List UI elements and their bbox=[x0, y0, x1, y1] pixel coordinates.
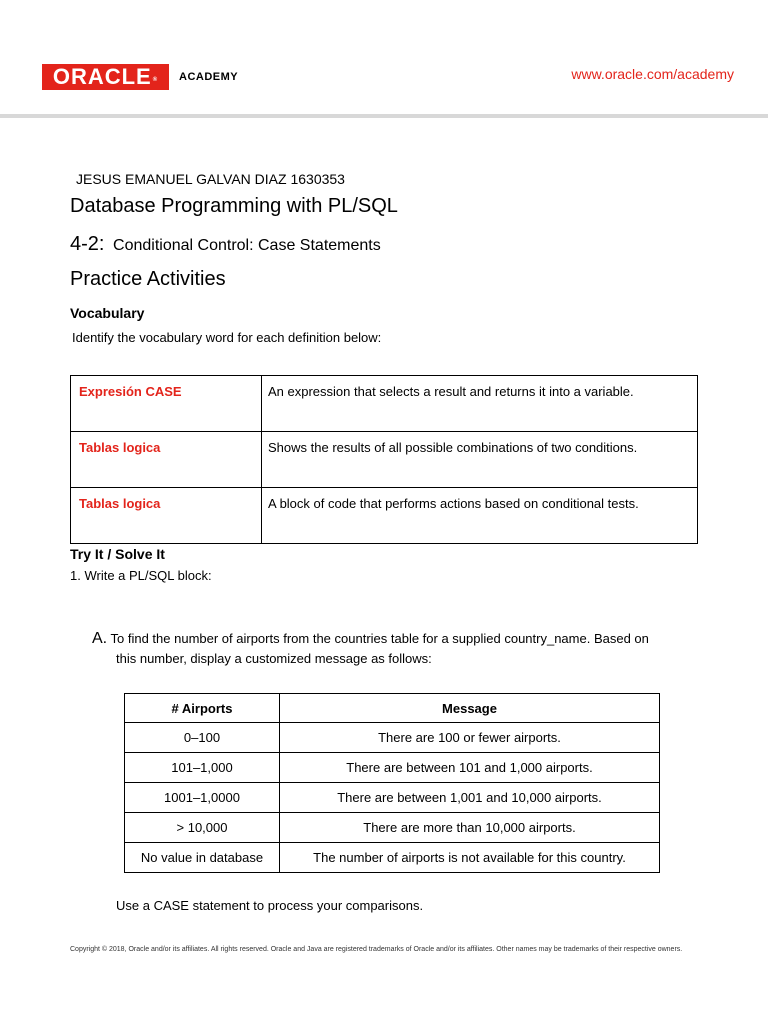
academy-url-link[interactable]: www.oracle.com/academy bbox=[571, 66, 734, 82]
airports-range-cell: 0–100 bbox=[125, 723, 280, 753]
try-it-step: 1. Write a PL/SQL block: bbox=[70, 568, 212, 583]
table-row bbox=[125, 753, 660, 783]
vocab-term: Expresión CASE bbox=[71, 376, 262, 432]
course-title: Database Programming with PL/SQL bbox=[70, 195, 398, 217]
table-header-row bbox=[125, 694, 660, 723]
column-header: # Airports bbox=[125, 694, 280, 723]
author-line: JESUS EMANUEL GALVAN DIAZ 1630353 bbox=[76, 171, 345, 187]
registered-mark: ® bbox=[152, 77, 159, 83]
oracle-logo bbox=[42, 64, 169, 90]
vocabulary-instruction: Identify the vocabulary word for each definition below: bbox=[72, 330, 382, 345]
airports-range-cell: 1001–1,0000 bbox=[125, 783, 280, 813]
task-marker: A. bbox=[92, 630, 108, 647]
message-cell: There are between 101 and 1,000 airports. bbox=[280, 753, 660, 783]
message-cell: There are between 1,001 and 10,000 airports. bbox=[280, 783, 660, 813]
table-row bbox=[125, 813, 660, 843]
vocab-definition: Shows the results of all possible combinations of two conditions. bbox=[262, 432, 698, 488]
page-header bbox=[0, 0, 768, 118]
table-row bbox=[125, 843, 660, 873]
message-cell: The number of airports is not available for this country. bbox=[280, 843, 660, 873]
column-header: Message bbox=[280, 694, 660, 723]
message-cell: There are 100 or fewer airports. bbox=[280, 723, 660, 753]
airports-range-cell: > 10,000 bbox=[125, 813, 280, 843]
lesson-title bbox=[70, 233, 381, 256]
lesson-name: Conditional Control: Case Statements bbox=[113, 237, 381, 254]
vocabulary-heading: Vocabulary bbox=[70, 305, 145, 321]
vocab-definition: A block of code that performs actions based on conditional tests. bbox=[262, 488, 698, 544]
case-statement-note: Use a CASE statement to process your comparisons. bbox=[116, 898, 424, 913]
message-cell: There are more than 10,000 airports. bbox=[280, 813, 660, 843]
airports-table bbox=[124, 693, 660, 873]
airports-range-cell: 101–1,000 bbox=[125, 753, 280, 783]
try-it-heading: Try It / Solve It bbox=[70, 546, 165, 562]
task-line-2: this number, display a customized message as follows: bbox=[116, 651, 432, 666]
vocab-term: Tablas logica bbox=[71, 432, 262, 488]
lesson-number: 4-2: bbox=[70, 233, 105, 255]
table-row bbox=[71, 376, 698, 432]
vocab-term: Tablas logica bbox=[71, 488, 262, 544]
oracle-logo-text: ORACLE bbox=[52, 64, 152, 89]
table-row bbox=[71, 432, 698, 488]
task-line-1: To find the number of airports from the countries table for a supplied country_name. Based on bbox=[110, 631, 649, 646]
vocabulary-table bbox=[70, 375, 698, 544]
airports-range-cell: No value in database bbox=[125, 843, 280, 873]
table-row bbox=[125, 723, 660, 753]
academy-label: ACADEMY bbox=[179, 71, 239, 83]
table-row bbox=[71, 488, 698, 544]
copyright-footer: Copyright © 2018, Oracle and/or its affiliates. All rights reserved. Oracle and Java are registered trademarks of Oracle and/or its affiliates. Other names may be trademarks of their respective owners. bbox=[70, 946, 683, 953]
vocab-definition: An expression that selects a result and returns it into a variable. bbox=[262, 376, 698, 432]
task-a-text bbox=[92, 629, 692, 669]
table-row bbox=[125, 783, 660, 813]
activity-title: Practice Activities bbox=[70, 268, 226, 290]
